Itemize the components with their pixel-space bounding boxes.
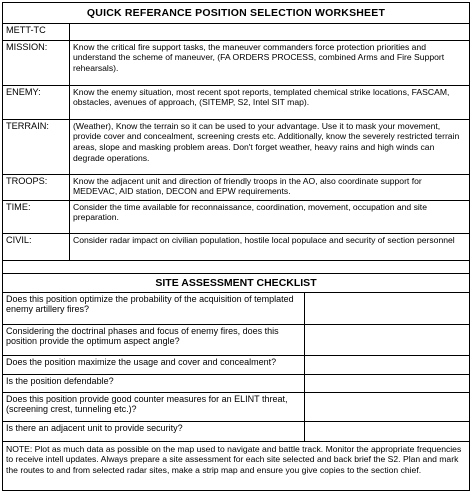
mett-label: ENEMY: [3,85,70,119]
checklist-answer-cell[interactable] [305,293,469,324]
checklist-answer-cell[interactable] [305,325,469,355]
mett-tc-table [3,24,469,261]
mett-text: Know the critical fire support tasks, the maneuver commanders force protection priorities and understand the scheme of maneuver, (FA ORDERS PROCESS, combined Arms and Fire Support rehearsals). [70,40,470,85]
checklist-row [3,325,469,356]
checklist-question: Does this position optimize the probability of the acquisition of templated enemy artillery fires? [3,293,305,324]
mett-row-terrain [3,119,469,174]
checklist-question: Considering the doctrinal phases and focus of enemy fires, does this position provide the optimum aspect angle? [3,325,305,355]
checklist-row [3,422,469,442]
mett-row-troops [3,174,469,200]
checklist-answer-cell[interactable] [305,393,469,421]
mett-row-civil [3,233,469,260]
mett-label: CIVIL: [3,233,70,260]
mett-label: TIME: [3,200,70,233]
mett-row-enemy [3,85,469,119]
mett-tc-header: METT-TC [3,24,70,40]
checklist-question: Does this position provide good counter measures for an ELINT threat, (screening crest, tunneling etc.)? [3,393,305,421]
mett-label: TERRAIN: [3,119,70,174]
section-spacer [3,261,469,274]
mett-text: Consider the time available for reconnaissance, coordination, movement, occupation and site preparation. [70,200,470,233]
worksheet [2,2,470,491]
mett-text: Know the adjacent unit and direction of friendly troops in the AO, also coordinate support for MEDEVAC, AID station, DECON and EPW requirements. [70,174,470,200]
mett-label: TROOPS: [3,174,70,200]
mett-label: MISSION: [3,40,70,85]
checklist-answer-cell[interactable] [305,422,469,441]
mett-text: (Weather), Know the terrain so it can be used to your advantage. Use it to mask your movement, provide cover and concealment, screening crests etc. Additionally, know the severely restricted terrain areas, slope and masking problem areas. Don't forget weather, heavy rains and high winds can degrade operations. [73,120,460,163]
mett-text-cell [70,119,470,174]
checklist-row [3,356,469,375]
mett-tc-header-blank [70,24,470,40]
checklist-row [3,393,469,422]
worksheet-title: QUICK REFERANCE POSITION SELECTION WORKSHEET [3,3,469,24]
checklist-question: Is the position defendable? [3,375,305,392]
checklist-row [3,293,469,325]
mett-text: Know the enemy situation, most recent spot reports, templated chemical strike locations, FASCAM, obstacles, avenues of approach, (SITEMP, S2, Intel SIT map). [70,85,470,119]
checklist-answer-cell[interactable] [305,375,469,392]
mett-row-mission [3,40,469,85]
mett-row-time [3,200,469,233]
checklist-answer-cell[interactable] [305,356,469,374]
checklist-row [3,375,469,393]
checklist-title: SITE ASSESSMENT CHECKLIST [3,274,469,293]
mett-text: Consider radar impact on civilian population, hostile local populace and security of section personnel [70,233,470,260]
checklist-question: Does the position maximize the usage and cover and concealment? [3,356,305,374]
checklist-question: Is there an adjacent unit to provide security? [3,422,305,441]
note-text: NOTE: Plot as much data as possible on the map used to navigate and battle track. Monitor the appropriate frequencies to receive intell updates. Always prepare a site assessment for each site selected and back brief the S2. Plan and mark the routes to and from selected radar sites, make a strip map and ensure you give copies to the section chief. [6,443,462,476]
mett-header-row [3,24,469,40]
